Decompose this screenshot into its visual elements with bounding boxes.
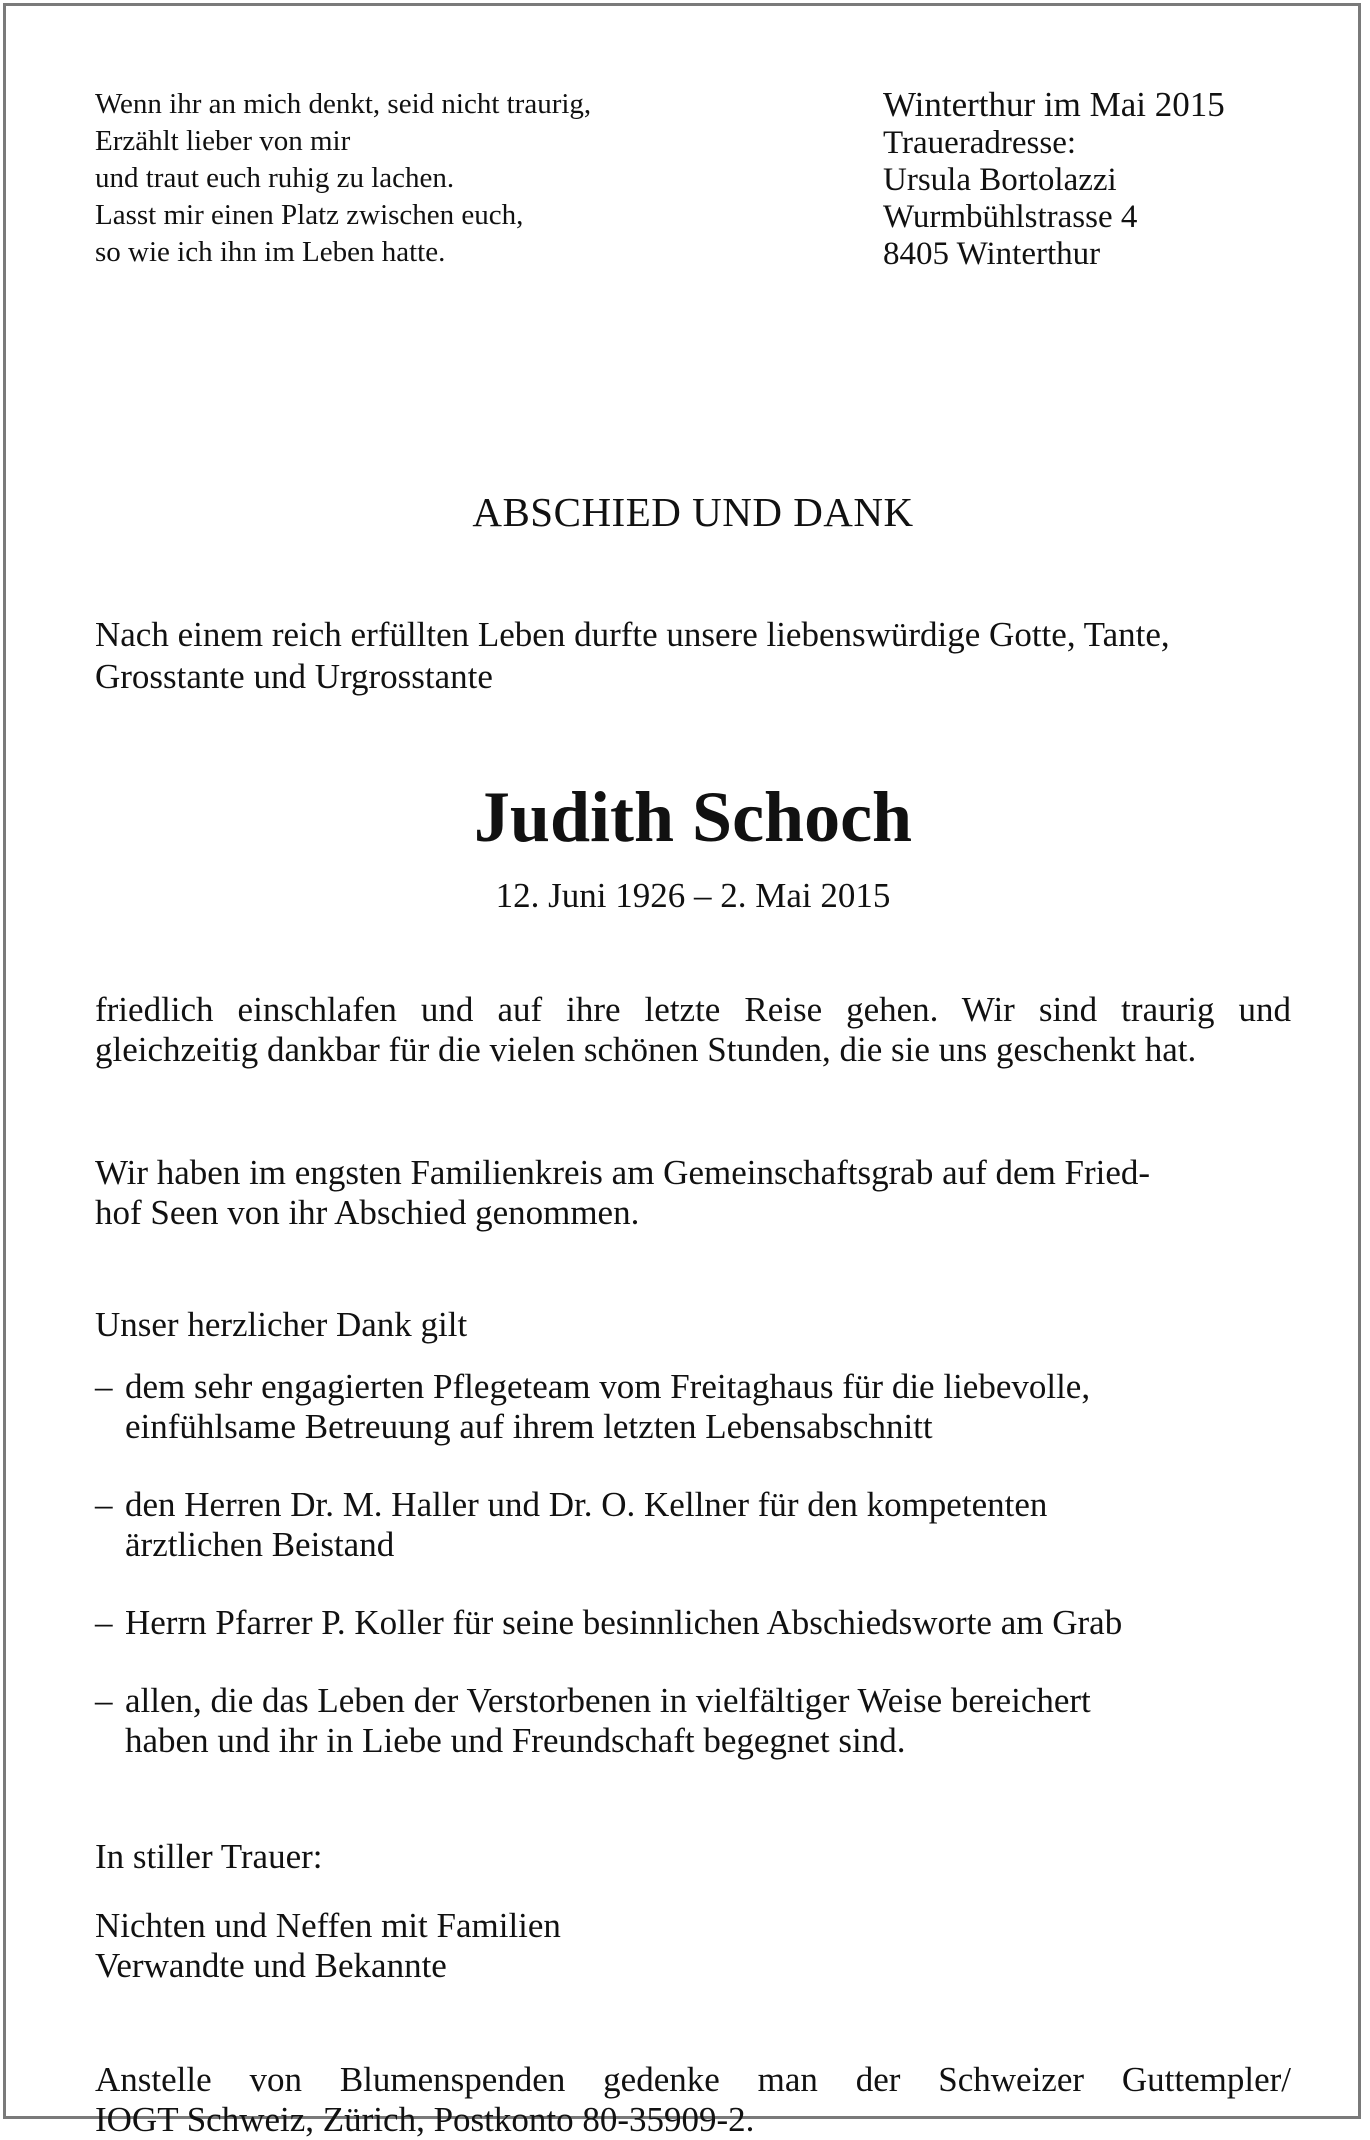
poem-line: Lasst mir einen Platz zwischen euch, [95,199,524,231]
list-item-line: dem sehr engagierten Pflegeteam vom Freitaghaus für die liebevolle, [125,1367,1091,1406]
place-date: Winterthur im Mai 2015 [883,85,1225,124]
list-item-line: Herrn Pfarrer P. Koller für seine besinnlichen Abschiedsworte am Grab [125,1603,1123,1642]
thanks-list [95,1367,1291,1799]
notice-content [95,85,1291,2139]
mourning-address [883,86,1225,273]
poem-line: Erzählt lieber von mir [95,125,351,157]
dash-bullet: – [95,1603,113,1642]
poem-line: Wenn ihr an mich denkt, seid nicht traurig, [95,88,592,120]
dash-bullet: – [95,1485,113,1524]
paragraph-farewell: friedlich einschlafen und auf ihre letzte Reise gehen. Wir sind traurig und gleichzeitig dankbar für die vielen schönen Stunden, die sie uns geschenkt hat. [95,990,1291,1069]
address-name: Ursula Bortolazzi [883,162,1117,198]
paragraph-line: Wir haben im engsten Familienkreis am Gemeinschaftsgrab auf dem Fried- [95,1153,1151,1192]
list-item-line: haben und ihr in Liebe und Freundschaft begegnet sind. [125,1721,906,1760]
list-item-line: den Herren Dr. M. Haller und Dr. O. Kellner für den kompetenten [125,1485,1048,1524]
mourning-label: In stiller Trauer: [95,1837,323,1876]
paragraph-burial [95,1153,1291,1233]
address-street: Wurmbühlstrasse 4 [883,199,1138,235]
list-item [95,1367,1291,1447]
dash-bullet: – [95,1367,113,1406]
notice-heading: ABSCHIED UND DANK [472,489,914,535]
page-frame [3,3,1361,2139]
list-item [95,1485,1291,1565]
donation-note [95,2060,1291,2140]
intro-text [95,614,1291,698]
dash-bullet: – [95,1681,113,1720]
intro-line: Grosstante und Urgrosstante [95,657,493,696]
mourners-line: Nichten und Neffen mit Familien [95,1906,561,1945]
list-item-line: allen, die das Leben der Verstorbenen in vielfältiger Weise bereichert [125,1681,1091,1720]
donation-line: Anstelle von Blumenspenden gedenke man der Schweizer Guttempler/ [95,2060,1291,2099]
poem-line: so wie ich ihn im Leben hatte. [95,236,446,268]
donation-line: IOGT Schweiz, Zürich, Postkonto 80-35909-2. [95,2100,755,2139]
mourners-line: Verwandte und Bekannte [95,1946,447,1985]
poem-line: und traut euch ruhig zu lachen. [95,162,455,194]
poem [95,86,591,271]
list-item [95,1681,1291,1761]
life-dates: 12. Juni 1926 – 2. Mai 2015 [495,876,891,915]
paragraph-line: hof Seen von ihr Abschied genommen. [95,1193,640,1232]
address-label: Traueradresse: [883,125,1077,161]
intro-line: Nach einem reich erfüllten Leben durfte unsere liebenswürdige Gotte, Tante, [95,615,1170,654]
mourners [95,1906,561,1986]
address-city: 8405 Winterthur [883,236,1101,272]
thanks-intro: Unser herzlicher Dank gilt [95,1305,468,1344]
list-item [95,1603,1291,1643]
header [95,86,1291,286]
deceased-name: Judith Schoch [473,777,913,857]
list-item-line: ärztlichen Beistand [125,1525,395,1564]
list-item-line: einfühlsame Betreuung auf ihrem letzten Lebensabschnitt [125,1407,933,1446]
